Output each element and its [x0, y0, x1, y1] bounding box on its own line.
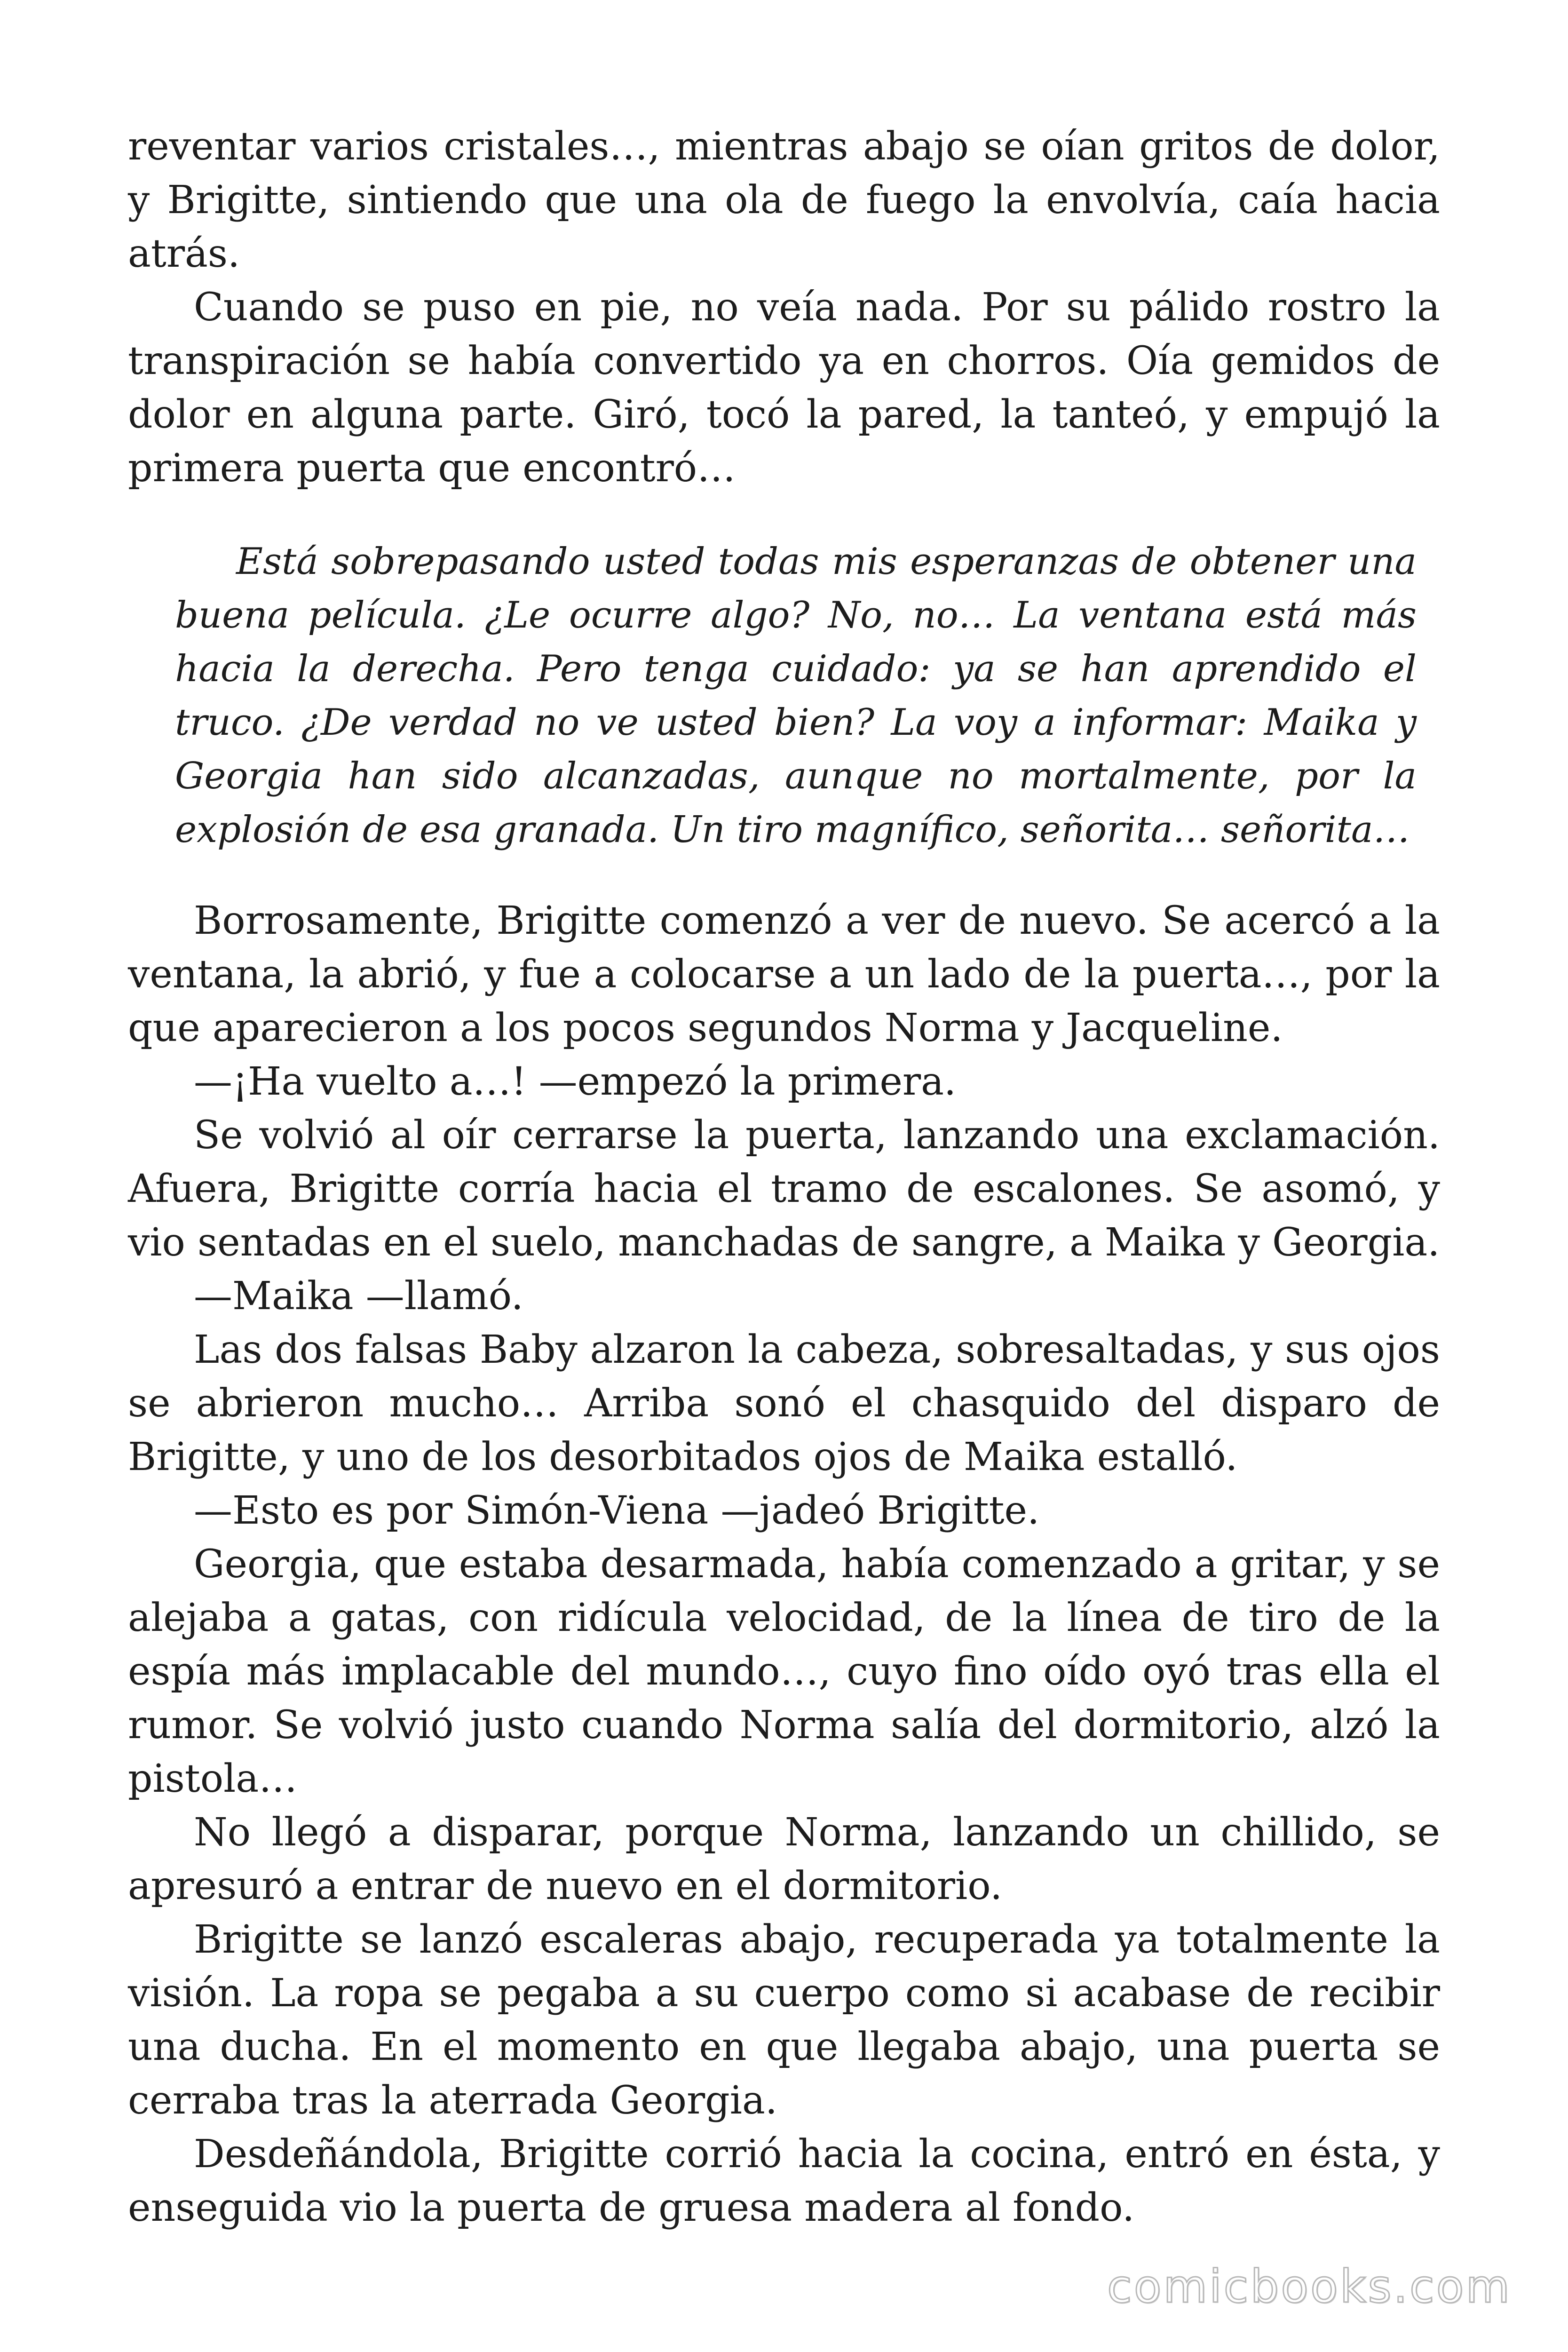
paragraph: Las dos falsas Baby alzaron la cabeza, sobresaltadas, y sus ojos se abrieron mucho… Arriba sonó el chasquido del disparo de Brigitte, y uno de los desorbitados ojos de Maika estalló. [128, 1327, 1440, 1479]
paragraph: —Esto es por Simón-Viena —jadeó Brigitte. [194, 1488, 1040, 1533]
paragraph: Se volvió al oír cerrarse la puerta, lanzando una exclamación. Afuera, Brigitte corría hacia el tramo de escalones. Se asomó, y vio sentadas en el suelo, manchadas de sangre, a Maika y Georgia. [128, 1113, 1440, 1265]
paragraph: Cuando se puso en pie, no veía nada. Por su pálido rostro la transpiración se había convertido ya en chorros. Oía gemidos de dolor en alguna parte. Giró, tocó la pared, la tanteó, y empujó la primera puerta que encontró… [128, 285, 1440, 491]
paragraph: Desdeñándola, Brigitte corrió hacia la cocina, entró en ésta, y enseguida vio la puerta de gruesa madera al fondo. [128, 2132, 1440, 2230]
italic-quote: Está sobrepasando usted todas mis esperanzas de obtener una buena película. ¿Le ocurre algo? No, no… La ventana está más hacia la derecha. Pero tenga cuidado: ya se han aprendido el truco. ¿De verdad no ve usted bien? La voy a informar: Maika y Georgia han sido alcanzadas, aunque no mortalmente, por la explosión de esa granada. Un tiro magnífico, señorita… señorita… [175, 540, 1417, 851]
paragraph: —¡Ha vuelto a…! —empezó la primera. [194, 1059, 957, 1104]
paragraph: No llegó a disparar, porque Norma, lanzando un chillido, se apresuró a entrar de nuevo en el dormitorio. [128, 1810, 1440, 1908]
paragraph: reventar varios cristales…, mientras abajo se oían gritos de dolor, y Brigitte, sintiendo que una ola de fuego la envolvía, caía hacia atrás. [128, 124, 1440, 276]
watermark: comicbooks.com [1107, 2260, 1512, 2313]
paragraph: —Maika —llamó. [194, 1274, 523, 1319]
paragraph: Georgia, que estaba desarmada, había comenzado a gritar, y se alejaba a gatas, con ridícula velocidad, de la línea de tiro de la espía más implacable del mundo…, cuyo fino oído oyó tras ella el rumor. Se volvió justo cuando Norma salía del dormitorio, alzó la pistola… [128, 1542, 1440, 1801]
paragraph: Borrosamente, Brigitte comenzó a ver de nuevo. Se acercó a la ventana, la abrió, y fue a colocarse a un lado de la puerta…, por la que aparecieron a los pocos segundos Norma y Jacqueline. [128, 898, 1440, 1050]
page-body [128, 120, 1440, 2235]
paragraph: Brigitte se lanzó escaleras abajo, recuperada ya totalmente la visión. La ropa se pegaba a su cuerpo como si acabase de recibir una ducha. En el momento en que llegaba abajo, una puerta se cerraba tras la aterrada Georgia. [128, 1917, 1440, 2123]
